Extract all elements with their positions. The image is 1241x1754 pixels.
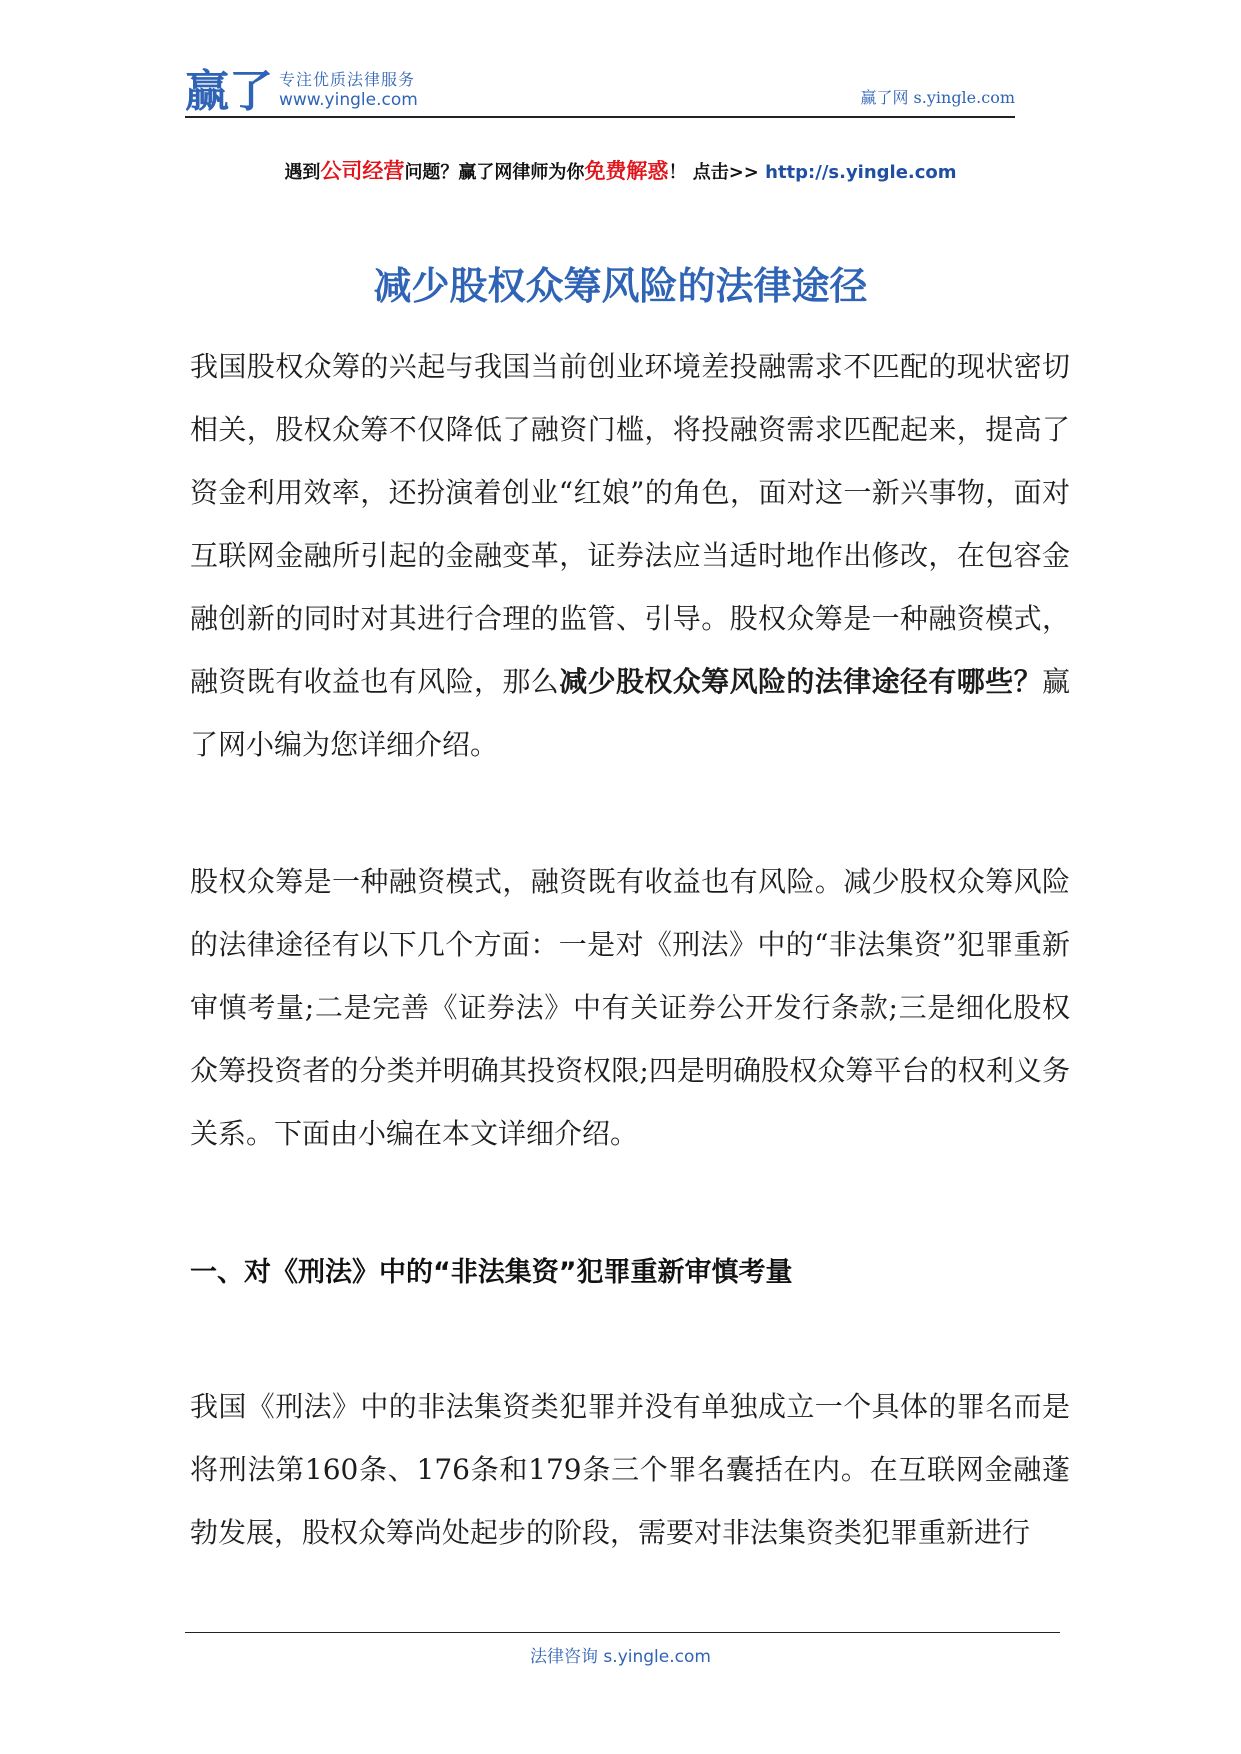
page-footer-link[interactable]: 法律咨询 s.yingle.com (530, 1647, 711, 1667)
paragraph-section-1: 我国《刑法》中的非法集资类犯罪并没有单独成立一个具体的罪名而是将刑法第160条、176条和179条三个罪名囊括在内。在互联网金融蓬勃发展，股权众筹尚处起步的阶段，需要对非法集资类犯罪重新进行 (190, 1390, 1070, 1549)
promo-highlight-1: 公司经营 (320, 159, 405, 183)
page-header (185, 62, 1015, 116)
promo-text-3: ！ 点击>> (668, 162, 766, 183)
section-heading-1: 一、对《刑法》中的“非法集资”犯罪重新审慎考量 (190, 1257, 793, 1288)
promo-link[interactable]: http://s.yingle.com (765, 162, 957, 183)
paragraph-intro-text: 我国股权众筹的兴起与我国当前创业环境差投融需求不匹配的现状密切相关，股权众筹不仅降低了融资门槛，将投融资需求匹配起来，提高了资金利用效率，还扮演着创业“红娘”的角色，面对这一新兴事物，面对互联网金融所引起的金融变革，证券法应当适时地作出修改，在包容金融创新的同时对其进行合理的监管、引导。股权众筹是一种融资模式，融资既有收益也有风险，那么 (190, 350, 1070, 698)
logo-mark (185, 66, 273, 117)
promo-text-1: 遇到 (284, 162, 321, 183)
footer-divider (185, 1632, 1060, 1633)
paragraph-intro-tail: 赢了网小编为您详细介绍。 (190, 665, 1070, 761)
promo-banner[interactable] (0, 155, 1241, 185)
logo-mark-char-2: 了 (229, 66, 273, 117)
logo-slogan: 专注优质法律服务 (279, 70, 416, 89)
paragraph-overview: 股权众筹是一种融资模式，融资既有收益也有风险。减少股权众筹风险的法律途径有以下几个方面：一是对《刑法》中的“非法集资”犯罪重新审慎考量;二是完善《证券法》中有关证券公开发行条款;三是细化股权众筹投资者的分类并明确其投资权限;四是明确股权众筹平台的权利义务关系。下面由小编在本文详细介绍。 (190, 865, 1070, 1150)
logo-url: www.yingle.com (279, 90, 418, 110)
logo-text (279, 70, 418, 110)
promo-highlight-2: 免费解惑 (584, 159, 669, 183)
logo-mark-char-1: 赢 (185, 66, 229, 117)
site-logo[interactable] (185, 62, 418, 116)
article-title: 减少股权众筹风险的法律途径 (373, 264, 868, 308)
header-site-link[interactable]: 赢了网 s.yingle.com (860, 88, 1015, 107)
paragraph-intro (190, 335, 1070, 776)
paragraph-intro-bold: 减少股权众筹风险的法律途径有哪些？ (559, 665, 1042, 698)
promo-text-2: 问题？赢了网律师为你 (404, 162, 585, 183)
header-divider (185, 116, 1015, 118)
